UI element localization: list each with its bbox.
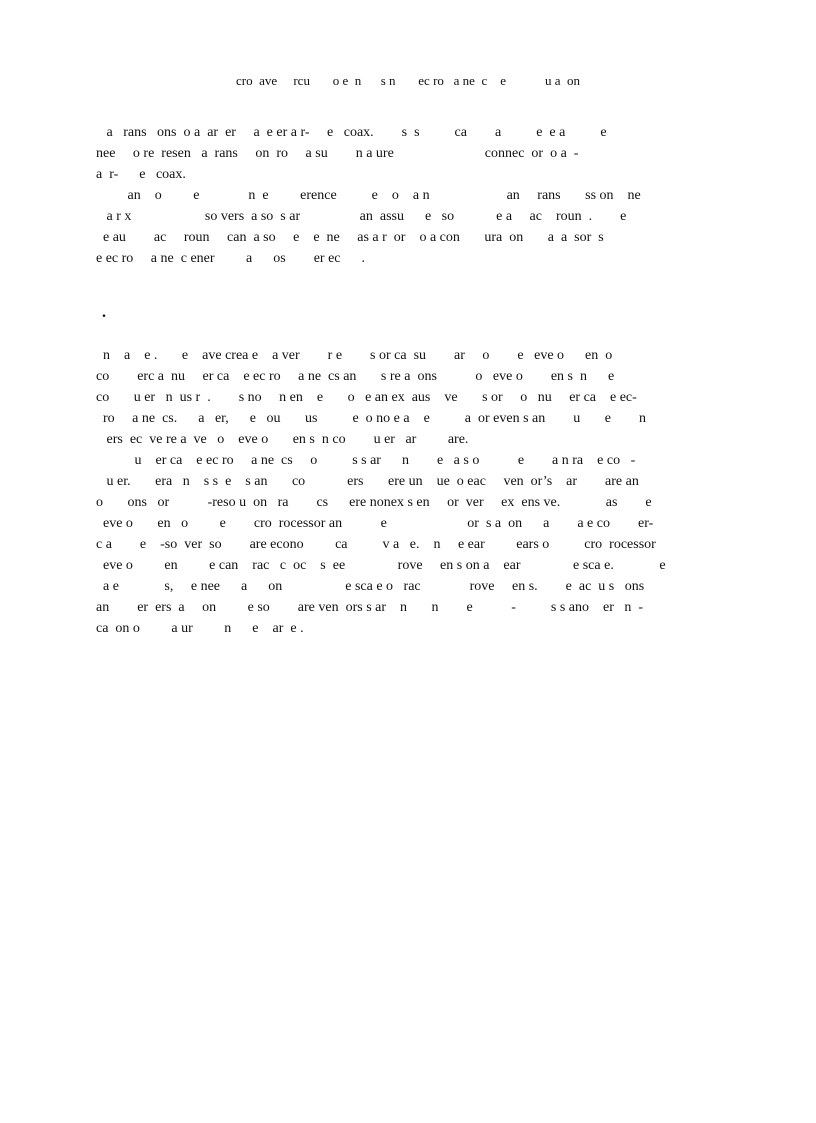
paragraph-4: [96, 450, 736, 639]
paragraph-line: co u er n us r . s no n en e o e an ex aus ve s or o nu er ca e ec-: [96, 390, 637, 405]
running-header: cro ave rcu o e n s n ec ro a ne c e u a on: [235, 73, 581, 88]
paragraph-line: ers ec ve re a ve o eve o en s n co u er ar are.: [96, 432, 469, 447]
paragraph-1: [96, 122, 736, 185]
paragraph-line: a r- e coax.: [96, 167, 186, 182]
paragraph-line: ca on o a ur n e ar e .: [96, 621, 304, 636]
paragraph-line: eve o en e can rac c oc s ee rove en s on a ear e sca e. e: [96, 558, 666, 573]
paragraph-line: nee o re resen a rans on ro a su n a ure connec or o a -: [96, 146, 579, 161]
paragraph-2: [96, 185, 736, 269]
paragraph-line: a r x so vers a so s ar an assu e so e a ac roun . e: [96, 209, 627, 224]
section-heading-marker: .: [102, 304, 106, 321]
paragraph-line: a rans ons o a ar er a e er a r- e coax. s s ca a e e a e: [96, 125, 607, 140]
paragraph-line: u er ca e ec ro a ne cs o s s ar n e a s o e a n ra e co -: [96, 453, 636, 468]
paragraph-line: e au ac roun can a so e e ne as a r or o a con ura on a a sor s: [96, 230, 604, 245]
paragraph-line: ro a ne cs. a er, e ou us e o no e a e a or even s an u e n: [96, 411, 646, 426]
paragraph-line: an er ers a on e so are ven ors s ar n n e - s s ano er n -: [96, 600, 644, 615]
paragraph-line: o ons or -reso u on ra cs ere nonex s en or ver ex ens ve. as e: [96, 495, 652, 510]
paragraph-line: eve o en o e cro rocessor an e or s a on a a e co er-: [96, 516, 654, 531]
paragraph-3: [96, 345, 736, 450]
paragraph-line: e ec ro a ne c ener a os er ec .: [96, 251, 366, 266]
paragraph-line: u er. era n s s e s an co ers ere un ue o eac ven or’s ar are an: [96, 474, 639, 489]
paragraph-line: n a e . e ave crea e a ver r e s or ca su ar o e eve o en o: [96, 348, 613, 363]
paragraph-line: co erc a nu er ca e ec ro a ne cs an s re a ons o eve o en s n e: [96, 369, 615, 384]
paragraph-line: c a e -so ver so are econo ca v a e. n e ear ears o cro rocessor: [96, 537, 656, 552]
paragraph-line: an o e n e erence e o a n an rans ss on ne: [96, 188, 641, 203]
paragraph-line: a e s, e nee a on e sca e o rac rove en s. e ac u s ons: [96, 579, 645, 594]
